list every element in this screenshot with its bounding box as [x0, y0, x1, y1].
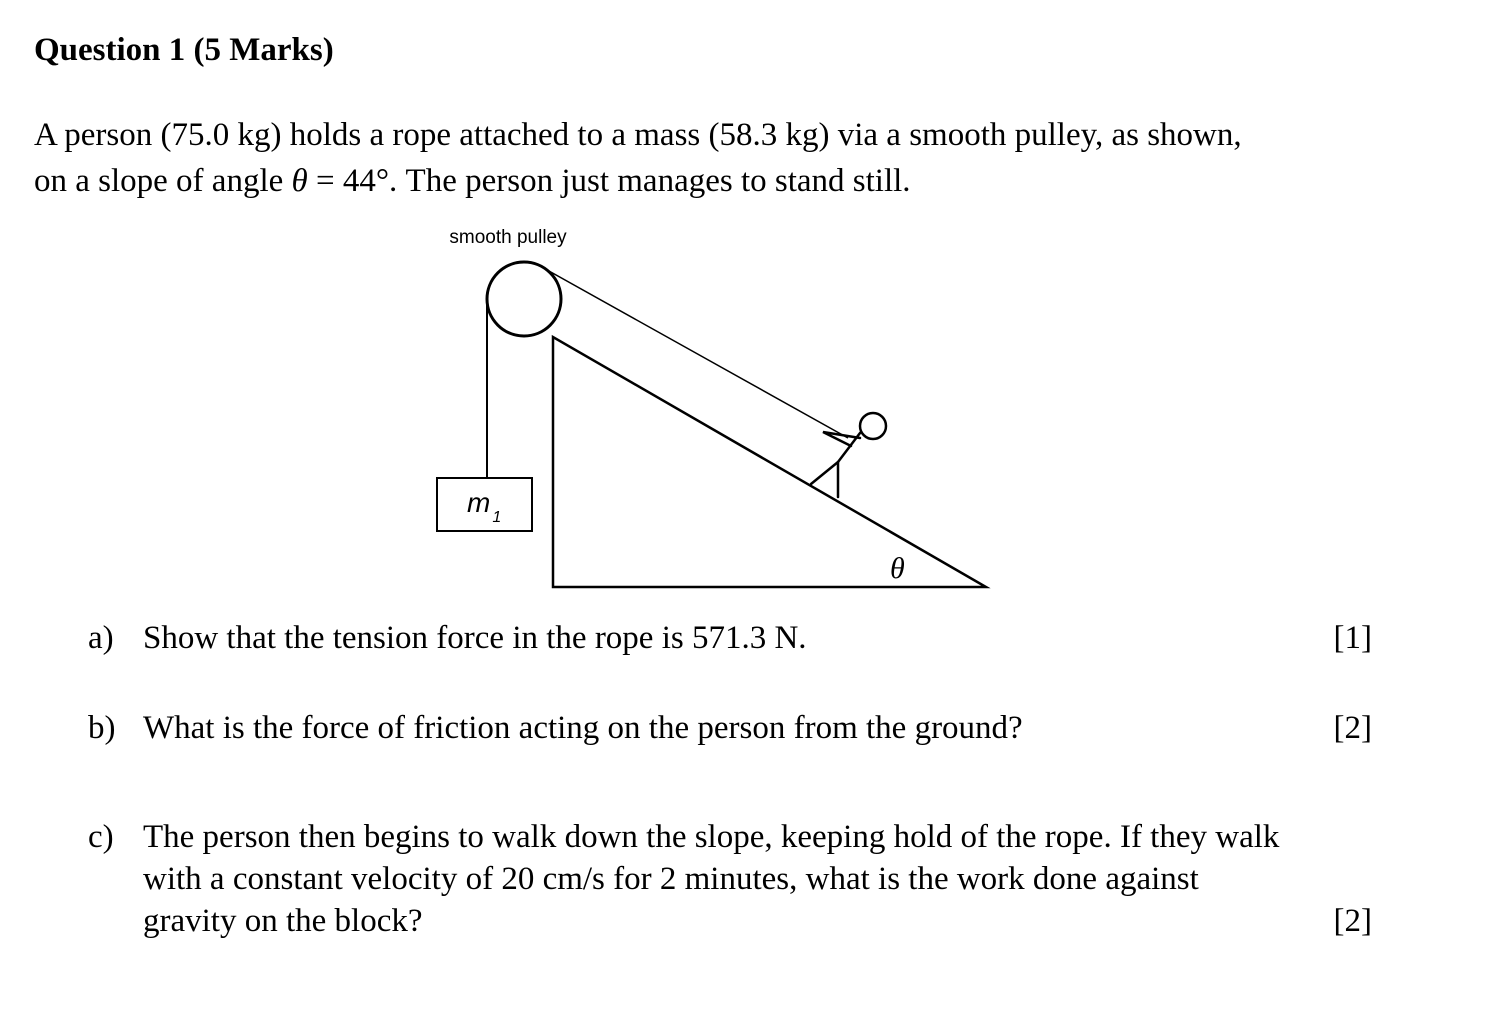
part-c-text-line-1: The person then begins to walk down the slope, keeping hold of the rope. If they walk	[143, 819, 1280, 855]
part-b-letter: b)	[88, 710, 116, 746]
intro-line-2-pre: on a slope of angle	[34, 163, 292, 199]
person-head	[860, 413, 886, 439]
angle-label: θ	[890, 552, 905, 585]
slope-triangle	[553, 337, 986, 587]
part-a-text: Show that the tension force in the rope is 571.3 N.	[143, 620, 807, 656]
intro-line-2-post: = 44°. The person just manages to stand still.	[307, 163, 911, 199]
part-b-text: What is the force of friction acting on the person from the ground?	[143, 710, 1023, 746]
mass-label-main: m	[467, 487, 491, 518]
intro-theta-symbol: θ	[291, 163, 308, 199]
part-b-marks: [2]	[1333, 710, 1372, 746]
mass-label-subscript: 1	[492, 509, 502, 526]
part-c-letter: c)	[88, 819, 114, 855]
person-back-leg	[811, 462, 838, 484]
pulley-label: smooth pulley	[449, 227, 567, 248]
stick-figure-person	[811, 413, 886, 497]
part-a-marks: [1]	[1333, 620, 1372, 656]
part-c-text-line-2: with a constant velocity of 20 cm/s for 2 minutes, what is the work done against	[143, 861, 1199, 897]
intro-line-1: A person (75.0 kg) holds a rope attached to a mass (58.3 kg) via a smooth pulley, as shown,	[34, 117, 1242, 153]
question-title: Question 1 (5 Marks)	[34, 32, 334, 68]
pulley-wheel	[487, 262, 561, 336]
rope-to-person	[540, 266, 848, 438]
part-c-text-line-3: gravity on the block?	[143, 903, 423, 939]
part-c-marks: [2]	[1333, 903, 1372, 939]
part-a-letter: a)	[88, 620, 114, 656]
